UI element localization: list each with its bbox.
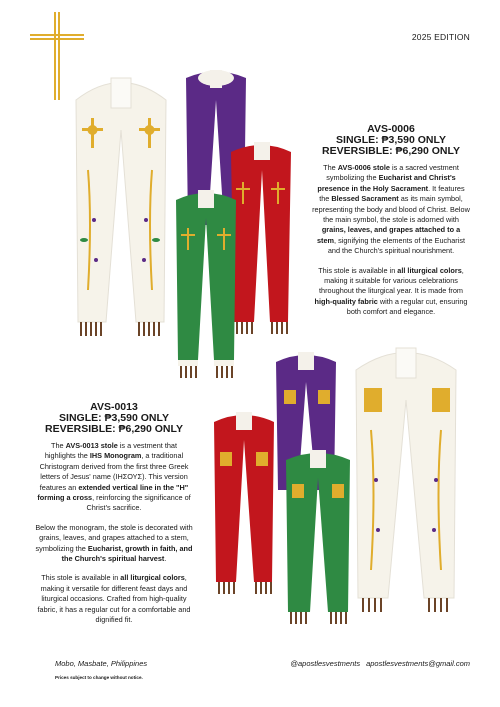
single-price: SINGLE: ₱3,590 ONLY	[59, 412, 169, 424]
description-paragraph: This stole is available in all liturgical colors, making it suitable for various celebrations throughout the liturgical year. It is made from high-quality fabric with a regular cut, ensuring both comfort and elegance.	[314, 265, 468, 317]
description-paragraph: The AVS-0013 stole is a vestment that highlights the IHS Monogram, a traditional Christogram derived from the first three Greek letters of Jesus' name (ΙΗΣΟΥΣ). This version features an extended vertical line in the "H" forming a cross, reinforcing the significance of Christ's sacrifice.	[37, 441, 191, 513]
product-code: AVS-0013	[90, 401, 138, 413]
reversible-price: REVERSIBLE: ₱6,290 ONLY	[322, 145, 460, 157]
product-description	[35, 441, 193, 626]
product-avs-0013	[35, 402, 193, 626]
single-price: SINGLE: ₱3,590 ONLY	[336, 134, 446, 146]
description-paragraph: Below the monogram, the stole is decorated with grains, leaves, and grapes attached to a stem, symbolizing the Eucharist, growth in faith, and the Church's spiritual harvest.	[35, 522, 193, 564]
description-paragraph: This stole is available in all liturgical colors, making it versatile for different feast days and liturgical occasions. Crafted from high-quality fabric, it has a regular cut for a comfortable and dignified fit.	[37, 573, 191, 625]
red-stole	[231, 142, 291, 334]
product-description	[312, 163, 470, 318]
green-stole	[286, 450, 350, 624]
instagram-handle[interactable]: @apostlesvestments	[290, 659, 361, 668]
reversible-price: REVERSIBLE: ₱6,290 ONLY	[45, 423, 183, 435]
product-code: AVS-0006	[367, 123, 415, 135]
footer-location: Mobo, Masbate, Philippines	[55, 659, 148, 668]
white-stole	[356, 348, 456, 612]
edition-label: 2025 EDITION	[411, 32, 470, 42]
avs-0013-stoles-photo	[206, 330, 478, 635]
white-stole	[76, 78, 166, 336]
footer-contact	[290, 659, 470, 668]
footer-price-note: Prices subject to change without notice.	[55, 675, 143, 680]
description-paragraph: The AVS-0006 stole is a sacred vestment symbolizing the Eucharist and Christ's presence in the Holy Sacrament. It features the Blessed Sacrament as its main symbol, representing the body and blood of Christ. Below the main symbol, the stole is adorned with grains, leaves, and grapes attached to a stem, signifying the elements of the Eucharist and the Church's spiritual nourishment.	[312, 163, 470, 256]
red-stole	[214, 412, 274, 594]
email-link[interactable]: apostlesvestments@gmail.com	[366, 659, 470, 668]
product-avs-0006	[312, 124, 470, 318]
